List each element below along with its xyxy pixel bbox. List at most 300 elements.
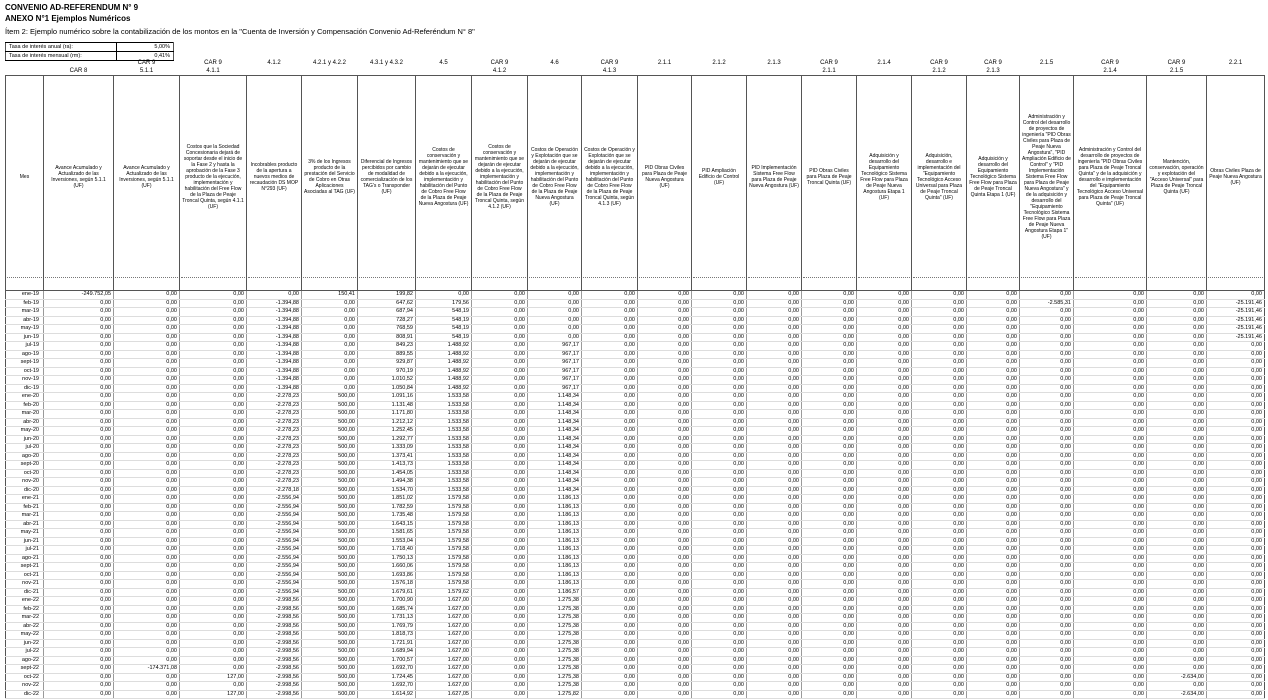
value-cell: 0,00 [638, 690, 692, 699]
value-cell: 0,00 [44, 342, 114, 351]
value-cell: 0,00 [1020, 529, 1074, 538]
value-cell: 0,00 [582, 376, 638, 385]
value-cell: 0,00 [472, 452, 528, 461]
value-cell: 0,00 [114, 342, 180, 351]
value-cell: 0,00 [582, 308, 638, 317]
month-cell: may-22 [6, 631, 44, 640]
column-code: CAR 9 2.1.5 [1167, 60, 1186, 74]
value-cell: 0,00 [857, 673, 912, 682]
value-cell: 0,00 [582, 605, 638, 614]
value-cell: 0,00 [638, 656, 692, 665]
value-cell: 0,00 [472, 359, 528, 368]
month-cell: feb-19 [6, 299, 44, 308]
value-cell: 0,00 [114, 503, 180, 512]
value-cell: 1.782,59 [358, 503, 416, 512]
month-cell: dic-21 [6, 588, 44, 597]
value-cell: 0,00 [967, 563, 1020, 572]
value-cell: 0,00 [638, 435, 692, 444]
value-cell: 0,00 [472, 520, 528, 529]
table-row [6, 376, 1265, 385]
table-row [6, 359, 1265, 368]
value-cell: 0,00 [967, 648, 1020, 657]
value-cell: 1.148,34 [528, 427, 582, 436]
value-cell: 1.488,92 [416, 376, 472, 385]
value-cell: 0,00 [857, 529, 912, 538]
month-cell: jun-22 [6, 639, 44, 648]
value-cell: 0,00 [44, 554, 114, 563]
value-cell: 0,00 [692, 308, 747, 317]
value-cell: -25.191,46 [1207, 333, 1265, 342]
value-cell: 0,00 [44, 682, 114, 691]
value-cell: 127,00 [180, 673, 247, 682]
month-cell: sept-22 [6, 665, 44, 674]
value-cell: 0,00 [416, 291, 472, 300]
value-cell: 0,00 [912, 444, 967, 453]
value-cell: 0,00 [1020, 350, 1074, 359]
month-cell: nov-19 [6, 376, 44, 385]
value-cell: 0,00 [472, 495, 528, 504]
value-cell: 0,00 [912, 376, 967, 385]
value-cell: 0,00 [692, 605, 747, 614]
value-cell: 0,00 [638, 537, 692, 546]
annual-rate-row [6, 43, 174, 52]
value-cell: 0,00 [582, 333, 638, 342]
value-cell: 0,00 [638, 580, 692, 589]
value-cell: 0,00 [114, 418, 180, 427]
value-cell: 0,00 [114, 461, 180, 470]
value-cell: 0,00 [582, 597, 638, 606]
value-cell: 0,00 [857, 682, 912, 691]
value-cell: 0,00 [747, 503, 802, 512]
value-cell: 127,00 [180, 690, 247, 699]
value-cell: 0,00 [44, 478, 114, 487]
column-header: Costos de conservación y mantenimiento que se dejarán de ejecutar debido a la ejecución, implementación y habilitación del Punto de Cobro Free Flow de la Plaza de Peaje Troncal Quinta, según 4.1.2 (UF) [472, 76, 528, 291]
value-cell: 1.721,91 [358, 639, 416, 648]
value-cell: 0,00 [692, 478, 747, 487]
value-cell: 0,00 [114, 469, 180, 478]
value-cell: 500,00 [302, 631, 358, 640]
table-row [6, 308, 1265, 317]
value-cell: 0,00 [180, 452, 247, 461]
value-cell: 1.275,38 [528, 639, 582, 648]
month-cell: feb-21 [6, 503, 44, 512]
value-cell: -1.394,88 [247, 342, 302, 351]
value-cell: 0,00 [857, 342, 912, 351]
value-cell: 0,00 [114, 614, 180, 623]
value-cell: 0,00 [44, 520, 114, 529]
value-cell: 500,00 [302, 401, 358, 410]
value-cell: 0,00 [747, 308, 802, 317]
value-cell: 0,00 [802, 546, 857, 555]
value-cell: 0,00 [180, 410, 247, 419]
value-cell: 0,00 [1074, 350, 1147, 359]
value-cell: 1.148,34 [528, 410, 582, 419]
value-cell: 500,00 [302, 563, 358, 572]
value-cell: 1.731,13 [358, 614, 416, 623]
value-cell: 0,00 [44, 614, 114, 623]
value-cell: 1.275,38 [528, 605, 582, 614]
value-cell: 0,00 [802, 648, 857, 657]
value-cell: 0,00 [582, 350, 638, 359]
month-cell: ago-20 [6, 452, 44, 461]
month-cell: dic-19 [6, 384, 44, 393]
value-cell: 0,00 [1020, 648, 1074, 657]
value-cell: 1.148,34 [528, 435, 582, 444]
value-cell: 0,00 [472, 690, 528, 699]
value-cell: -2.998,56 [247, 682, 302, 691]
value-cell: 0,00 [857, 597, 912, 606]
value-cell: 0,00 [967, 682, 1020, 691]
value-cell: 0,00 [857, 503, 912, 512]
value-cell: 0,00 [802, 529, 857, 538]
value-cell: 1.186,57 [528, 588, 582, 597]
table-row [6, 350, 1265, 359]
value-cell: 0,00 [582, 367, 638, 376]
value-cell: 0,00 [967, 690, 1020, 699]
value-cell: 0,00 [692, 520, 747, 529]
month-cell: ene-20 [6, 393, 44, 402]
value-cell: 0,00 [857, 554, 912, 563]
value-cell: 500,00 [302, 512, 358, 521]
value-cell: 1.275,38 [528, 673, 582, 682]
table-row [6, 622, 1265, 631]
value-cell: 1.010,52 [358, 376, 416, 385]
value-cell: 0,00 [747, 486, 802, 495]
month-cell: jun-19 [6, 333, 44, 342]
value-cell: 1.660,06 [358, 563, 416, 572]
month-cell: feb-20 [6, 401, 44, 410]
value-cell: 0,00 [857, 401, 912, 410]
value-cell: 0,00 [912, 554, 967, 563]
value-cell: 0,00 [180, 342, 247, 351]
value-cell: 1.579,62 [416, 588, 472, 597]
column-header: PID Obras Civiles para Plaza de Peaje Troncal Quinta (UF) [802, 76, 857, 291]
month-cell: mar-22 [6, 614, 44, 623]
value-cell: 0,00 [582, 299, 638, 308]
table-row [6, 316, 1265, 325]
value-cell: 0,00 [967, 503, 1020, 512]
value-cell: 0,00 [114, 673, 180, 682]
value-cell: 1.292,77 [358, 435, 416, 444]
column-code: CAR 9 2.1.2 [930, 60, 948, 74]
value-cell: 0,00 [114, 333, 180, 342]
month-cell: dic-22 [6, 690, 44, 699]
value-cell: 0,00 [912, 325, 967, 334]
table-row [6, 520, 1265, 529]
value-cell: 0,00 [912, 622, 967, 631]
value-cell: 0,00 [1147, 580, 1207, 589]
doc-subtitle: ANEXO N°1 Ejemplos Numéricos [5, 13, 131, 23]
value-cell: 0,00 [1020, 563, 1074, 572]
column-code: CAR 8 [69, 68, 88, 74]
value-cell: 0,00 [114, 682, 180, 691]
value-cell: 0,00 [747, 537, 802, 546]
value-cell: 1.413,73 [358, 461, 416, 470]
value-cell: 0,00 [1020, 461, 1074, 470]
value-cell: 967,17 [528, 367, 582, 376]
column-header: Adquisición, desarrollo e implementación del "Equipamiento Tecnológico Acceso Universal para Plaza de Peaje Troncal Quinta" (UF) [912, 76, 967, 291]
value-cell: 0,00 [638, 325, 692, 334]
value-cell: 0,00 [44, 503, 114, 512]
value-cell: 0,00 [1020, 631, 1074, 640]
value-cell: -2.585,31 [1020, 299, 1074, 308]
value-cell: -25.191,46 [1207, 299, 1265, 308]
value-cell: 0,00 [472, 529, 528, 538]
value-cell: 0,00 [802, 350, 857, 359]
value-cell: 0,00 [1020, 444, 1074, 453]
value-cell: 0,00 [912, 359, 967, 368]
value-cell: 0,00 [692, 614, 747, 623]
value-cell: 0,00 [180, 393, 247, 402]
value-cell: 0,00 [967, 614, 1020, 623]
value-cell: 0,00 [472, 614, 528, 623]
value-cell: 0,00 [692, 639, 747, 648]
value-cell: -249.752,05 [44, 291, 114, 300]
value-cell: 1.148,34 [528, 418, 582, 427]
value-cell: 0,00 [857, 452, 912, 461]
value-cell: 0,00 [472, 486, 528, 495]
value-cell: 0,00 [912, 401, 967, 410]
month-cell: ene-22 [6, 597, 44, 606]
value-cell: 0,00 [1074, 614, 1147, 623]
value-cell: 0,00 [44, 656, 114, 665]
value-cell: 0,00 [802, 622, 857, 631]
value-cell: 0,00 [967, 325, 1020, 334]
value-cell: 0,00 [1207, 291, 1265, 300]
value-cell: 0,00 [1074, 597, 1147, 606]
value-cell: 0,00 [180, 469, 247, 478]
value-cell: 0,00 [44, 588, 114, 597]
value-cell: 1.212,12 [358, 418, 416, 427]
value-cell: 0,00 [180, 444, 247, 453]
value-cell: 0,00 [1074, 418, 1147, 427]
value-cell: -2.556,94 [247, 503, 302, 512]
value-cell: 0,00 [582, 656, 638, 665]
value-cell: 500,00 [302, 418, 358, 427]
column-code: 4.5 [439, 60, 448, 66]
column-header: PID Obras Civiles para Plaza de Peaje Nueva Angostura (UF) [638, 76, 692, 291]
value-cell: 0,00 [114, 299, 180, 308]
value-cell: 0,00 [967, 673, 1020, 682]
value-cell: 0,00 [638, 597, 692, 606]
value-cell: 0,00 [114, 325, 180, 334]
value-cell: 0,00 [44, 469, 114, 478]
value-cell: 0,00 [638, 648, 692, 657]
value-cell: 0,00 [857, 486, 912, 495]
value-cell: 0,00 [1147, 444, 1207, 453]
value-cell: 0,00 [1020, 588, 1074, 597]
value-cell: 0,00 [912, 410, 967, 419]
month-cell: jul-22 [6, 648, 44, 657]
value-cell: 0,00 [638, 384, 692, 393]
value-cell: 0,00 [967, 333, 1020, 342]
value-cell: 500,00 [302, 665, 358, 674]
value-cell: 1.533,58 [416, 469, 472, 478]
value-cell: 0,00 [857, 461, 912, 470]
month-cell: ago-22 [6, 656, 44, 665]
table-row [6, 563, 1265, 572]
value-cell: 0,00 [44, 690, 114, 699]
value-cell: 0,00 [1020, 503, 1074, 512]
value-cell: 0,00 [638, 410, 692, 419]
value-cell: 0,00 [180, 597, 247, 606]
table-row [6, 401, 1265, 410]
value-cell: 1.171,80 [358, 410, 416, 419]
value-cell: -2.556,94 [247, 512, 302, 521]
value-cell: 0,00 [638, 308, 692, 317]
value-cell: 1.488,92 [416, 367, 472, 376]
value-cell: 0,00 [1020, 512, 1074, 521]
value-cell: 0,00 [1074, 656, 1147, 665]
value-cell: 0,00 [638, 571, 692, 580]
value-cell: 500,00 [302, 580, 358, 589]
value-cell: 0,00 [44, 376, 114, 385]
value-cell: 0,00 [1147, 435, 1207, 444]
value-cell: 0,00 [747, 325, 802, 334]
value-cell: 0,00 [692, 673, 747, 682]
value-cell: 1.579,58 [416, 546, 472, 555]
value-cell: 0,00 [1020, 520, 1074, 529]
value-cell: 0,00 [582, 316, 638, 325]
value-cell: 0,00 [582, 418, 638, 427]
value-cell: -2.998,56 [247, 673, 302, 682]
value-cell: 0,00 [802, 588, 857, 597]
value-cell: 0,00 [1207, 588, 1265, 597]
value-cell: 970,19 [358, 367, 416, 376]
value-cell: 0,00 [1074, 291, 1147, 300]
value-cell: -2.278,23 [247, 435, 302, 444]
value-cell: 0,00 [912, 580, 967, 589]
month-cell: dic-20 [6, 486, 44, 495]
column-header: Costos de conservación y mantenimiento que se dejarán de ejecutar debido a la ejecución, implementación y habilitación del Punto de Cobro Free Flow de la Plaza de Peaje Nueva Angostura (UF) [416, 76, 472, 291]
value-cell: 0,00 [1147, 529, 1207, 538]
value-cell: 0,00 [114, 410, 180, 419]
value-cell: 1.627,00 [416, 665, 472, 674]
value-cell: 1.333,09 [358, 444, 416, 453]
value-cell: 0,00 [857, 333, 912, 342]
table-row [6, 682, 1265, 691]
value-cell: 0,00 [638, 359, 692, 368]
value-cell: 0,00 [692, 554, 747, 563]
value-cell: 1.533,58 [416, 486, 472, 495]
value-cell: 0,00 [1207, 614, 1265, 623]
value-cell: 0,00 [967, 529, 1020, 538]
value-cell: 0,00 [472, 410, 528, 419]
value-cell: 0,00 [472, 554, 528, 563]
value-cell: 0,00 [912, 665, 967, 674]
value-cell: 0,00 [472, 503, 528, 512]
value-cell: 0,00 [582, 359, 638, 368]
value-cell: 0,00 [747, 554, 802, 563]
value-cell: 0,00 [967, 656, 1020, 665]
value-cell: 0,00 [114, 376, 180, 385]
value-cell: 0,00 [180, 384, 247, 393]
value-cell: 0,00 [638, 291, 692, 300]
value-cell: 0,00 [1074, 665, 1147, 674]
value-cell: 0,00 [857, 563, 912, 572]
value-cell: 1.735,48 [358, 512, 416, 521]
value-cell: 0,00 [1147, 393, 1207, 402]
month-cell: sept-19 [6, 359, 44, 368]
value-cell: 1.579,58 [416, 520, 472, 529]
value-cell: 0,00 [180, 478, 247, 487]
table-row [6, 444, 1265, 453]
value-cell: 0,00 [1074, 384, 1147, 393]
column-header: PID Ampliación Edificio de Control (UF) [692, 76, 747, 291]
value-cell: 0,00 [582, 325, 638, 334]
value-cell: 1.576,18 [358, 580, 416, 589]
value-cell: 0,00 [302, 359, 358, 368]
value-cell: 0,00 [44, 546, 114, 555]
value-cell: 0,00 [1074, 588, 1147, 597]
value-cell: 0,00 [582, 512, 638, 521]
value-cell: 929,87 [358, 359, 416, 368]
table-row [6, 486, 1265, 495]
value-cell: 0,00 [1147, 614, 1207, 623]
value-cell: 0,00 [1074, 461, 1147, 470]
value-cell: 0,00 [912, 639, 967, 648]
value-cell: 0,00 [802, 690, 857, 699]
value-cell: 1.275,38 [528, 656, 582, 665]
month-cell: may-21 [6, 529, 44, 538]
value-cell: 1.186,13 [528, 512, 582, 521]
value-cell: 0,00 [692, 333, 747, 342]
month-cell: sept-21 [6, 563, 44, 572]
value-cell: 0,00 [1147, 291, 1207, 300]
value-cell: 0,00 [1074, 308, 1147, 317]
value-cell: 500,00 [302, 478, 358, 487]
value-cell: 0,00 [638, 469, 692, 478]
value-cell: 0,00 [1207, 469, 1265, 478]
value-cell: 0,00 [1207, 486, 1265, 495]
value-cell: 0,00 [912, 469, 967, 478]
value-cell: 0,00 [302, 316, 358, 325]
value-cell: 0,00 [1074, 673, 1147, 682]
value-cell: 0,00 [1020, 367, 1074, 376]
value-cell: 0,00 [857, 520, 912, 529]
value-cell: 500,00 [302, 427, 358, 436]
value-cell: 0,00 [857, 291, 912, 300]
value-cell: 0,00 [857, 631, 912, 640]
value-cell: 0,00 [912, 291, 967, 300]
value-cell: 0,00 [1207, 444, 1265, 453]
value-cell: 0,00 [692, 622, 747, 631]
value-cell: 1.533,58 [416, 444, 472, 453]
value-cell: 0,00 [857, 537, 912, 546]
value-cell: 0,00 [1207, 537, 1265, 546]
value-cell: 0,00 [528, 316, 582, 325]
value-cell: 0,00 [692, 410, 747, 419]
table-row [6, 393, 1265, 402]
value-cell: 1.627,00 [416, 605, 472, 614]
value-cell: 0,00 [967, 308, 1020, 317]
value-cell: -2.278,23 [247, 461, 302, 470]
value-cell: 0,00 [967, 359, 1020, 368]
value-cell: 0,00 [1207, 350, 1265, 359]
value-cell: -2.278,23 [247, 410, 302, 419]
value-cell: 0,00 [582, 537, 638, 546]
value-cell: 0,00 [967, 537, 1020, 546]
value-cell: 0,00 [582, 291, 638, 300]
value-cell: 0,00 [638, 342, 692, 351]
value-cell: 0,00 [180, 435, 247, 444]
value-cell: 0,00 [692, 529, 747, 538]
value-cell: 0,00 [912, 478, 967, 487]
value-cell: 0,00 [1020, 622, 1074, 631]
value-cell: 0,00 [692, 367, 747, 376]
value-cell: 0,00 [747, 401, 802, 410]
value-cell: 0,00 [967, 597, 1020, 606]
